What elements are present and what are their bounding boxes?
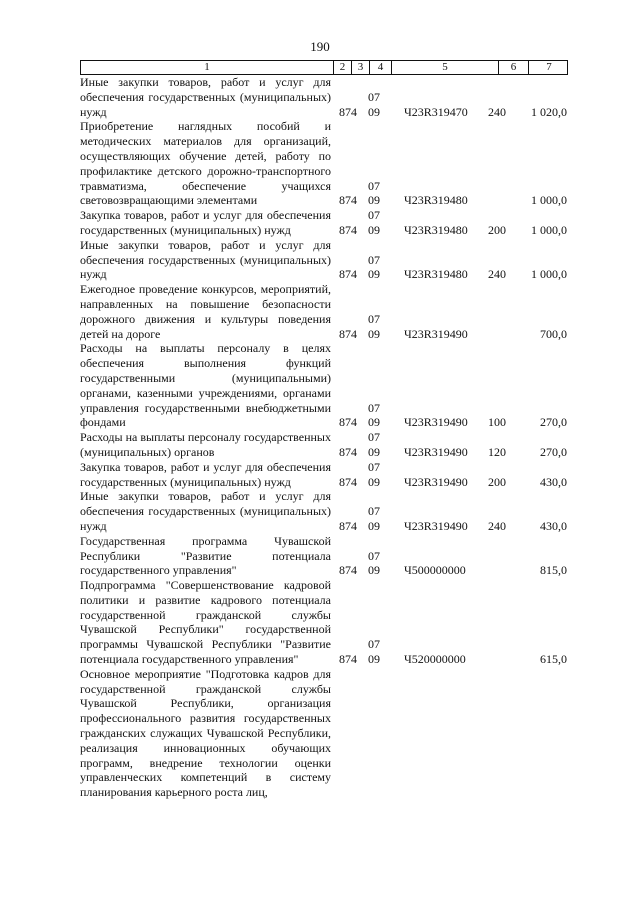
row-section-code: 07 09 <box>368 89 380 119</box>
table-row <box>80 208 568 238</box>
table-row <box>80 578 568 667</box>
page-number: 190 <box>310 39 330 54</box>
table-row <box>80 534 568 578</box>
row-expense-type: 240 <box>488 267 506 282</box>
table-row <box>80 489 568 533</box>
table-body <box>80 75 568 800</box>
row-description: Иные закупки товаров, работ и услуг для обеспечения государственных (муниципальных) нужд <box>80 75 331 119</box>
row-amount: 270,0 <box>540 415 567 430</box>
row-description: Расходы на выплаты персоналу в целях обеспечения выполнения функций государственными (муниципальными) органами, казенными учреждениями, органами управления государственными внебюджетными фондами <box>80 341 331 430</box>
row-target-article: Ч23R319490 <box>404 444 468 459</box>
row-description: Основное мероприятие "Подготовка кадров для государственной гражданской службы Чувашской Республики, организация профессионального развития государственных гражданских служащих Чувашской Республики, реализация инновационных обучающих программ, внедрение технологии оценки управленческих компетенций в систему планирования карьерного роста лиц, <box>80 666 331 800</box>
header-col-1: 1 <box>204 61 210 73</box>
row-section-code: 07 09 <box>368 400 380 430</box>
row-description: Ежегодное проведение конкурсов, мероприятий, направленных на повышение безопасности дорожного движения и культуры поведения детей на дороге <box>80 282 331 341</box>
header-col-2: 2 <box>333 61 351 74</box>
table-row <box>80 282 568 341</box>
row-section-code: 07 09 <box>368 548 380 578</box>
table-row <box>80 667 568 800</box>
row-amount: 430,0 <box>540 518 567 533</box>
row-description: Расходы на выплаты персоналу государственных (муниципальных) органов <box>80 430 331 459</box>
table-row <box>80 119 568 208</box>
row-target-article: Ч23R319480 <box>404 267 468 282</box>
row-amount: 700,0 <box>540 326 567 341</box>
row-amount: 1 000,0 <box>531 193 567 208</box>
row-grbs-code: 874 <box>339 193 357 208</box>
row-description: Закупка товаров, работ и услуг для обеспечения государственных (муниципальных) нужд <box>80 459 331 489</box>
row-section-code: 07 09 <box>368 311 380 341</box>
table-row <box>80 460 568 490</box>
row-target-article: Ч23R319470 <box>404 104 468 119</box>
row-amount: 1 000,0 <box>531 267 567 282</box>
budget-table <box>80 60 568 800</box>
row-grbs-code: 874 <box>339 415 357 430</box>
row-grbs-code: 874 <box>339 474 357 489</box>
header-col-5: 5 <box>391 61 498 74</box>
row-grbs-code: 874 <box>339 104 357 119</box>
row-section-code: 07 09 <box>368 208 380 237</box>
header-col-7: 7 <box>528 61 569 74</box>
row-grbs-code: 874 <box>339 326 357 341</box>
row-expense-type: 120 <box>488 444 506 459</box>
row-description: Закупка товаров, работ и услуг для обеспечения государственных (муниципальных) нужд <box>80 208 331 237</box>
row-target-article: Ч23R319490 <box>404 474 468 489</box>
row-expense-type: 240 <box>488 104 506 119</box>
row-target-article: Ч23R319480 <box>404 222 468 237</box>
row-description: Иные закупки товаров, работ и услуг для обеспечения государственных (муниципальных) нужд <box>80 489 331 533</box>
row-description: Государственная программа Чувашской Республики "Развитие потенциала государственного управления" <box>80 533 331 578</box>
table-row <box>80 75 568 119</box>
table-header <box>80 60 568 75</box>
row-section-code: 07 09 <box>368 252 380 282</box>
row-description: Иные закупки товаров, работ и услуг для обеспечения государственных (муниципальных) нужд <box>80 237 331 282</box>
row-target-article: Ч23R319490 <box>404 326 468 341</box>
row-amount: 815,0 <box>540 563 567 578</box>
row-grbs-code: 874 <box>339 652 357 667</box>
row-amount: 615,0 <box>540 652 567 667</box>
row-expense-type: 200 <box>488 222 506 237</box>
row-target-article: Ч520000000 <box>404 652 466 667</box>
table-row <box>80 430 568 460</box>
header-col-6: 6 <box>498 61 528 74</box>
row-section-code: 07 09 <box>368 430 380 459</box>
row-grbs-code: 874 <box>339 563 357 578</box>
row-grbs-code: 874 <box>339 267 357 282</box>
row-amount: 430,0 <box>540 474 567 489</box>
row-target-article: Ч23R319480 <box>404 193 468 208</box>
row-expense-type: 240 <box>488 518 506 533</box>
row-amount: 1 000,0 <box>531 222 567 237</box>
row-expense-type: 100 <box>488 415 506 430</box>
header-col-4: 4 <box>369 61 391 74</box>
row-section-code: 07 09 <box>368 178 380 208</box>
row-grbs-code: 874 <box>339 518 357 533</box>
row-description: Приобретение наглядных пособий и методических материалов для организаций, осуществляющих обучение детей, работу по профилактике детского дорожно-транспортного травматизма, обеспечение учащихся световозвращающими элементами <box>80 119 331 208</box>
row-grbs-code: 874 <box>339 222 357 237</box>
row-section-code: 07 09 <box>368 459 380 489</box>
row-amount: 270,0 <box>540 444 567 459</box>
row-expense-type: 200 <box>488 474 506 489</box>
table-row <box>80 341 568 430</box>
row-section-code: 07 09 <box>368 637 380 667</box>
table-row <box>80 238 568 282</box>
header-col-3: 3 <box>351 61 369 74</box>
row-amount: 1 020,0 <box>531 104 567 119</box>
row-target-article: Ч500000000 <box>404 563 466 578</box>
row-section-code: 07 09 <box>368 504 380 533</box>
row-description: Подпрограмма "Совершенствование кадровой политики и развитие кадрового потенциала государственной гражданской службы Чувашской Республики" государственной программы Чувашской Республики "Развитие потенциала государственного управления" <box>80 578 331 667</box>
row-target-article: Ч23R319490 <box>404 415 468 430</box>
row-target-article: Ч23R319490 <box>404 518 468 533</box>
row-grbs-code: 874 <box>339 444 357 459</box>
